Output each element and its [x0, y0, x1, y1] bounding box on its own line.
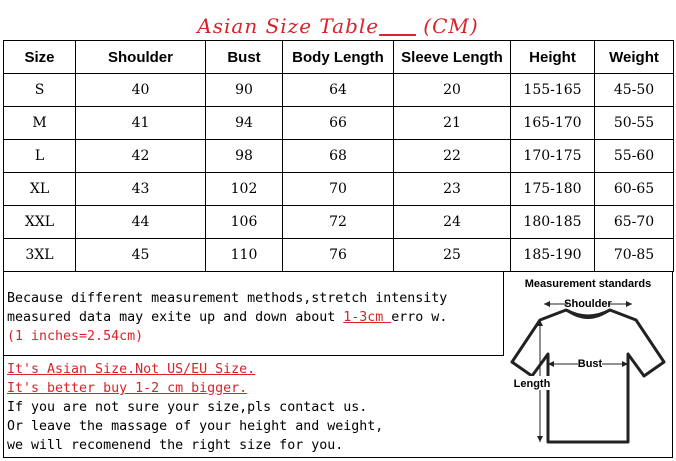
table-cell: 90: [206, 74, 283, 107]
table-cell: M: [4, 107, 76, 140]
measurement-title: Measurement standards: [524, 278, 652, 290]
title-unit: (CM): [423, 14, 479, 38]
table-cell: 76: [283, 239, 394, 272]
table-cell: 175-180: [511, 173, 595, 206]
column-header: Sleeve Length: [394, 41, 511, 74]
table-cell: 106: [206, 206, 283, 239]
table-row: [4, 140, 674, 173]
tolerance-highlight: 1-3cm: [343, 310, 392, 325]
measurement-note: [4, 272, 504, 356]
table-cell: 23: [394, 173, 511, 206]
table-cell: 3XL: [4, 239, 76, 272]
note-line-3: (1 inches=2.54cm): [7, 329, 144, 344]
size-advice: [4, 360, 507, 455]
table-cell: 45-50: [595, 74, 674, 107]
warning-buy-bigger: It's better buy 1-2 cm bigger.: [7, 381, 248, 396]
note-line-1: Because different measurement methods,stretch intensity: [7, 291, 448, 306]
table-row: [4, 239, 674, 272]
table-cell: 94: [206, 107, 283, 140]
info-panel: [3, 271, 673, 458]
table-cell: 180-185: [511, 206, 595, 239]
table-cell: 42: [76, 140, 206, 173]
table-cell: 44: [76, 206, 206, 239]
table-row: [4, 173, 674, 206]
page-title: [0, 14, 676, 38]
table-row: [4, 206, 674, 239]
column-header: Bust: [206, 41, 283, 74]
table-cell: 55-60: [595, 140, 674, 173]
bust-label: Bust: [577, 358, 603, 370]
table-cell: 102: [206, 173, 283, 206]
advice-line-2: Or leave the massage of your height and weight,: [7, 419, 384, 434]
shoulder-label: Shoulder: [564, 298, 612, 310]
table-cell: 155-165: [511, 74, 595, 107]
table-cell: 98: [206, 140, 283, 173]
table-cell: 43: [76, 173, 206, 206]
column-header: Size: [4, 41, 76, 74]
table-cell: 24: [394, 206, 511, 239]
table-cell: XL: [4, 173, 76, 206]
column-header: Weight: [595, 41, 674, 74]
table-cell: 165-170: [511, 107, 595, 140]
column-header: Shoulder: [76, 41, 206, 74]
length-label: Length: [513, 378, 551, 390]
table-body: [4, 74, 674, 272]
table-cell: 60-65: [595, 173, 674, 206]
advice-line-1: If you are not sure your size,pls contact us.: [7, 400, 368, 415]
table-cell: 20: [394, 74, 511, 107]
table-cell: XXL: [4, 206, 76, 239]
table-cell: 41: [76, 107, 206, 140]
size-table: [3, 40, 674, 272]
title-text: Asian Size Table: [197, 14, 380, 38]
table-cell: 25: [394, 239, 511, 272]
table-cell: 64: [283, 74, 394, 107]
table-cell: 50-55: [595, 107, 674, 140]
warning-asian-size: It's Asian Size.Not US/EU Size.: [7, 362, 256, 377]
tshirt-diagram-icon: [504, 292, 672, 454]
table-cell: 21: [394, 107, 511, 140]
table-cell: 65-70: [595, 206, 674, 239]
table-cell: L: [4, 140, 76, 173]
table-cell: 68: [283, 140, 394, 173]
column-header: Height: [511, 41, 595, 74]
column-header: Body Length: [283, 41, 394, 74]
table-cell: 170-175: [511, 140, 595, 173]
table-row: [4, 74, 674, 107]
advice-line-3: we will recomenend the right size for you.: [7, 438, 344, 453]
table-cell: 72: [283, 206, 394, 239]
measurement-diagram: [504, 272, 672, 457]
table-cell: 185-190: [511, 239, 595, 272]
table-row: [4, 107, 674, 140]
note-line-2: measured data may exite up and down about 1-3cm erro w.: [7, 310, 448, 325]
table-header-row: [4, 41, 674, 74]
table-cell: 22: [394, 140, 511, 173]
table-cell: 110: [206, 239, 283, 272]
table-cell: 40: [76, 74, 206, 107]
table-cell: 45: [76, 239, 206, 272]
table-cell: 70-85: [595, 239, 674, 272]
table-cell: S: [4, 74, 76, 107]
table-cell: 70: [283, 173, 394, 206]
table-cell: 66: [283, 107, 394, 140]
